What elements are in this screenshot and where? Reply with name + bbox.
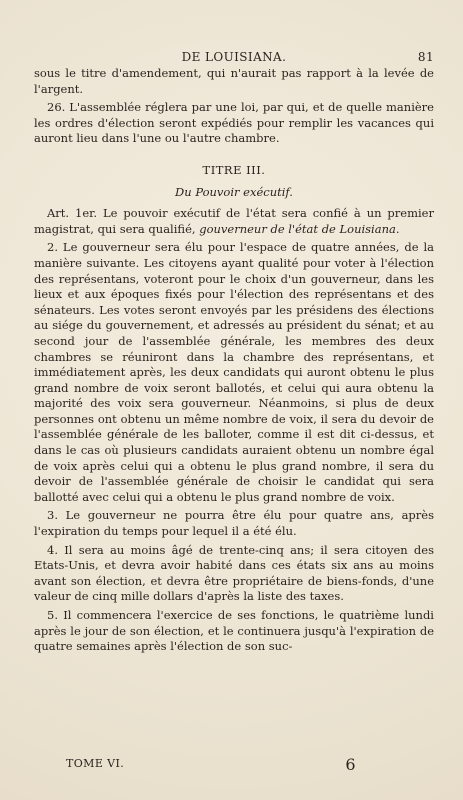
page-number: 81 bbox=[417, 50, 434, 64]
article-3: 3. Le gouverneur ne pourra être élu pour quatre ans, après l'expiration du temps pour lequel il a été élu. bbox=[34, 508, 434, 539]
article-4: 4. Il sera au moins âgé de trente-cinq ans; il sera citoyen des Etats-Unis, et devra avoir habité dans ces états six ans au moins avant son élection, et devra être propriétaire de biens-fonds, d'une valeur de cinq mille dollars d'après la liste des taxes. bbox=[34, 542, 434, 604]
continued-paragraph: sous le titre d'amendement, qui n'aurait pas rapport à la levée de l'argent. bbox=[34, 66, 434, 96]
article-5: 5. Il commencera l'exercice de ses fonctions, le quatrième lundi après le jour de son élection, et le continuera jusqu'à l'expiration de quatre semaines après l'élection de son suc- bbox=[34, 608, 434, 654]
article-1-suffix: . bbox=[395, 221, 400, 236]
signature-mark: 6 bbox=[345, 755, 356, 774]
running-title: DE LOUISIANA. bbox=[181, 50, 287, 64]
article-2: 2. Le gouverneur sera élu pour l'espace de quatre années, de la manière suivante. Les citoyens ayant qualité pour voter à l'élection des représentans, voteront pour le choix d'un gouverneur, dans les lieux et aux époques fixés pour l'élection des représentans et des sénateurs. Les votes seront envoyés par les présidens des élections au siége du gouvernement, et adressés au président du sénat; et au second jour de l'assemblée générale, les membres des deux chambres se réuniront dans la chambre des représentans, et immédiatement après, les deux candidats qui auront obtenu le plus grand nombre de voix seront ballotés, et celui qui aura obtenu la majorité des voix sera gouverneur. Néanmoins, si plus de deux personnes ont obtenu un même nombre de voix, il sera du devoir de l'assemblée générale de les balloter, comme il est dit ci-dessus, et dans le cas où plusieurs candidats auraient obtenu un nombre égal de voix après celui qui a obtenu le plus grand nombre, il sera du devoir de l'assemblée générale de choisir le candidat qui sera ballotté avec celui qui a obtenu le plus grand nombre de voix. bbox=[34, 240, 434, 504]
article-1 bbox=[34, 206, 434, 237]
section-subtitle: Du Pouvoir exécutif. bbox=[175, 184, 293, 199]
volume-label: TOME VI. bbox=[66, 757, 125, 770]
page-footer bbox=[66, 757, 356, 775]
article-1-prefix: Art. 1er. Le pouvoir exécutif de l'état sera confié à un premier magistrat, qui sera qualifié, bbox=[34, 206, 434, 236]
section-title: TITRE III. bbox=[202, 162, 266, 177]
article-1-emphasis: gouverneur de l'état de Louisiana bbox=[199, 221, 396, 236]
main-text bbox=[34, 66, 434, 655]
article-26: 26. L'assemblée réglera par une loi, par qui, et de quelle manière les ordres d'élection seront expédiés pour remplir les vacances qui auront lieu dans l'une ou l'autre chambre. bbox=[34, 100, 434, 146]
